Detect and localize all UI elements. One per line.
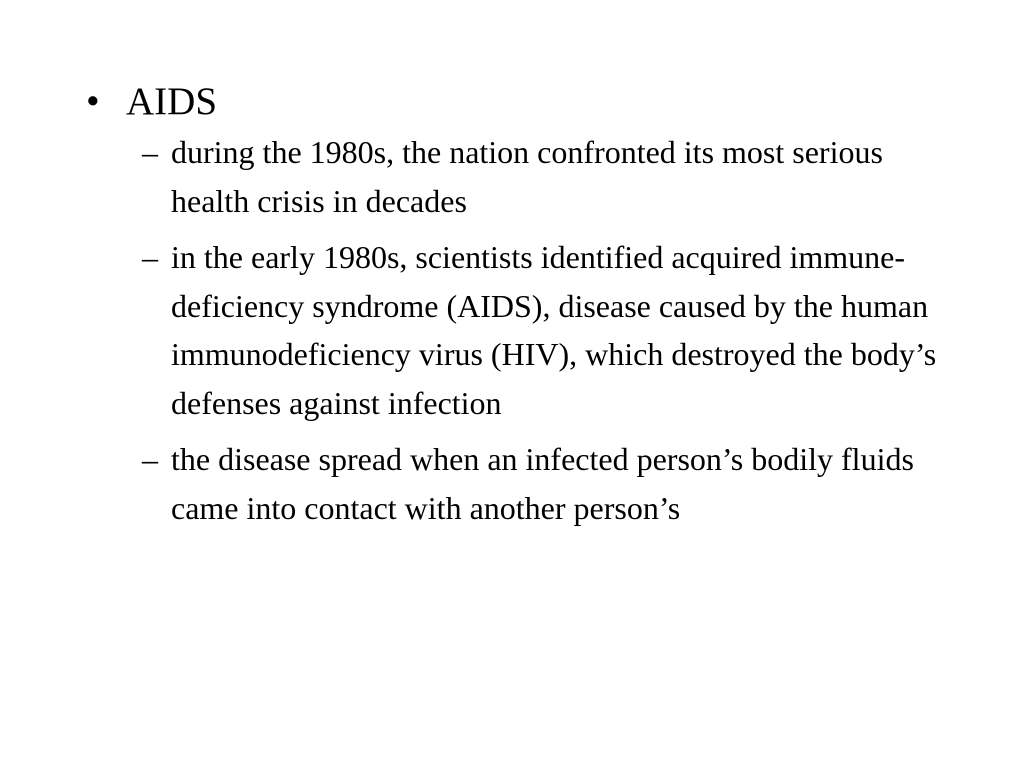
sub-bullet-item	[86, 128, 951, 225]
dash-marker: –	[142, 134, 158, 170]
slide-content	[86, 78, 966, 540]
dash-marker: –	[142, 441, 158, 477]
sub-bullet-list	[86, 128, 966, 532]
sub-bullet-text: during the 1980s, the nation confronted its most serious health crisis in decades	[171, 134, 883, 219]
sub-bullet-item	[86, 233, 951, 427]
bullet-item-aids	[86, 78, 966, 126]
dash-marker: –	[142, 239, 158, 275]
sub-bullet-item	[86, 435, 951, 532]
bullet-heading: AIDS	[126, 80, 218, 123]
bullet-marker: •	[86, 80, 100, 123]
sub-bullet-text: the disease spread when an infected person’s bodily fluids came into contact with another person’s	[171, 441, 914, 526]
sub-bullet-text: in the early 1980s, scientists identified acquired immune-deficiency syndrome (AIDS), disease caused by the human immunodeficiency virus (HIV), which destroyed the body’s defenses against infection	[171, 239, 937, 421]
